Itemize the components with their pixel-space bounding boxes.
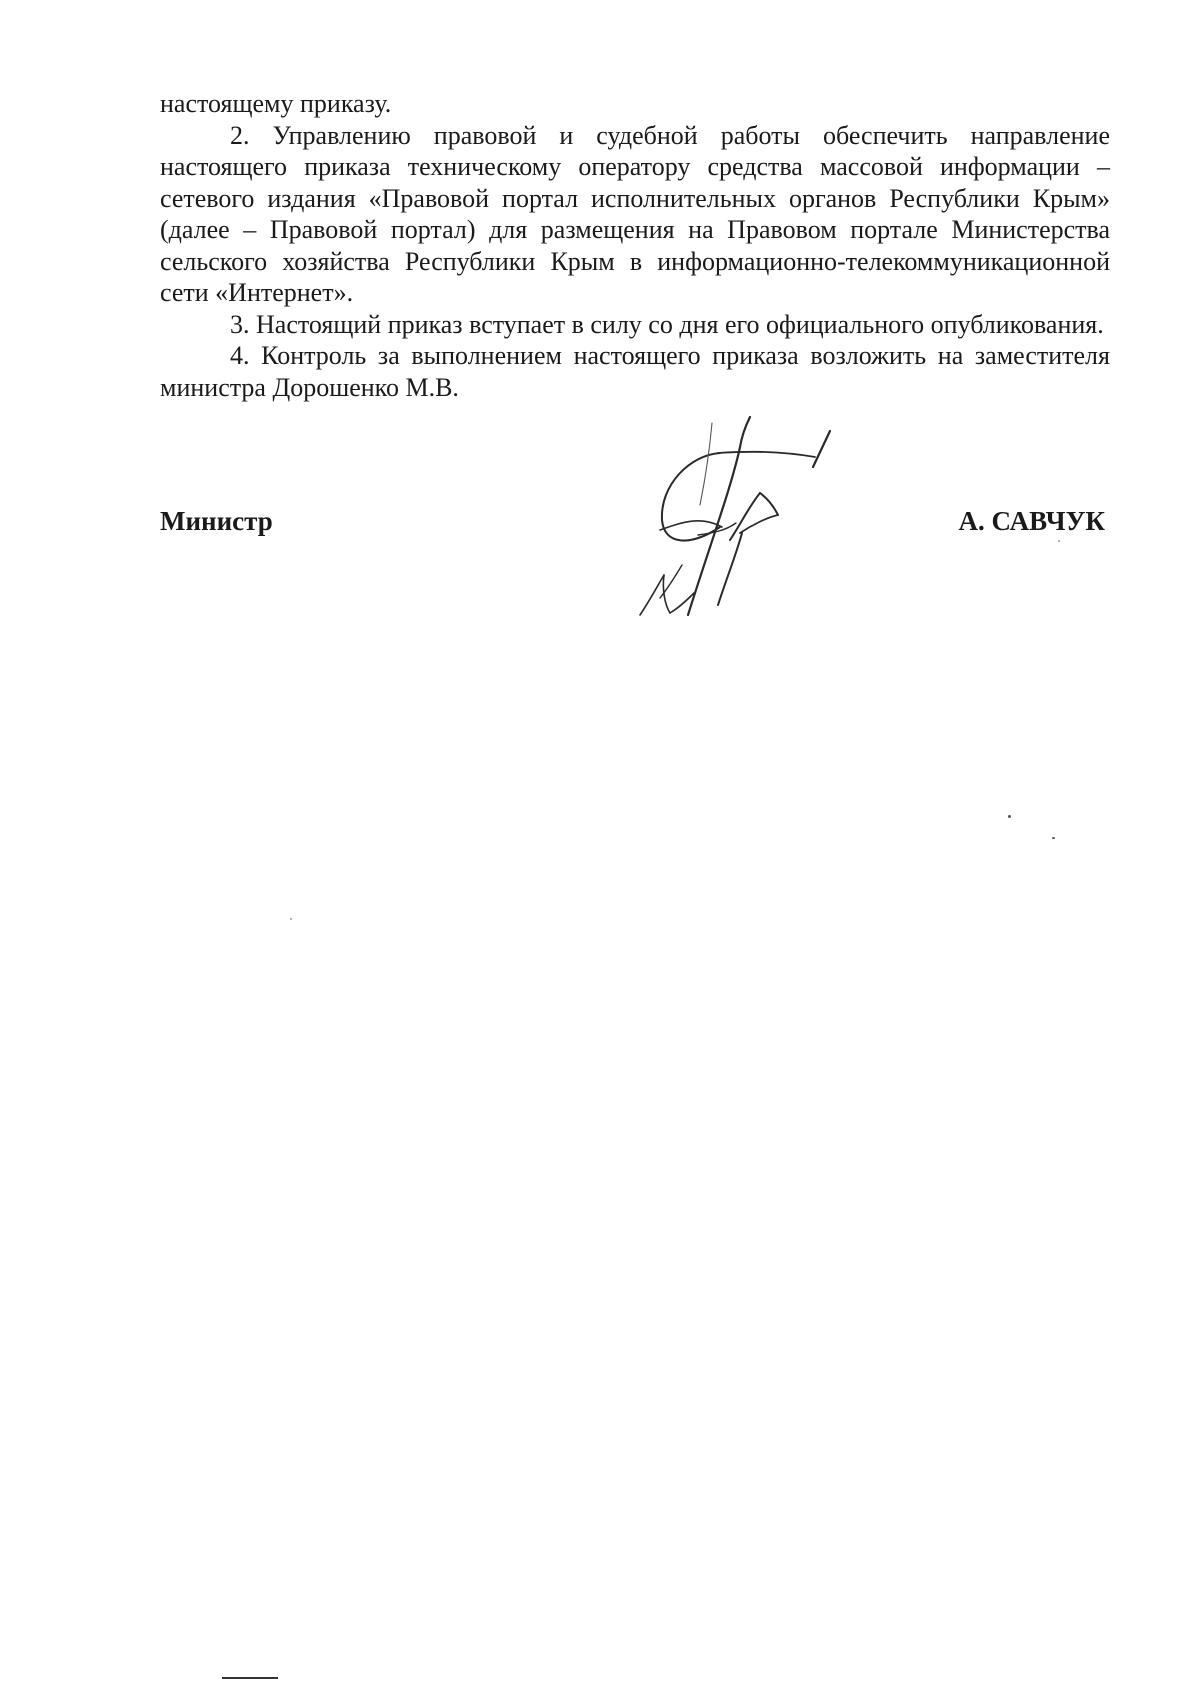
footer-rule xyxy=(222,1677,278,1679)
scan-speck xyxy=(1058,540,1060,542)
signatory-name: А. САВЧУК xyxy=(958,506,1105,536)
scan-speck xyxy=(290,918,292,920)
document-body xyxy=(160,88,1110,403)
paragraph-item-4: 4. Контроль за выполнением настоящего приказа возложить на заместителя министра Дорошенко М.В. xyxy=(160,341,1110,402)
scan-speck xyxy=(1008,815,1011,818)
handwritten-signature xyxy=(600,415,880,635)
paragraph-item-3: 3. Настоящий приказ вступает в силу со дня его официального опубликования. xyxy=(230,309,1104,339)
signatory-title: Министр xyxy=(160,506,273,536)
scan-speck xyxy=(1052,837,1055,839)
paragraph-continuation: настоящему приказу. xyxy=(160,89,392,118)
paragraph-item-2: 2. Управлению правовой и судебной работы обеспечить направление настоящего приказа техническому оператору средства массовой информации – сетевого издания «Правовой портал исполнительных органов Республики Крым» (далее – Правовой портал) для размещения на Правовом портале Министерства сельского хозяйства Республики Крым в информационно-телекоммуникационной сети «Интернет». xyxy=(160,120,1110,307)
